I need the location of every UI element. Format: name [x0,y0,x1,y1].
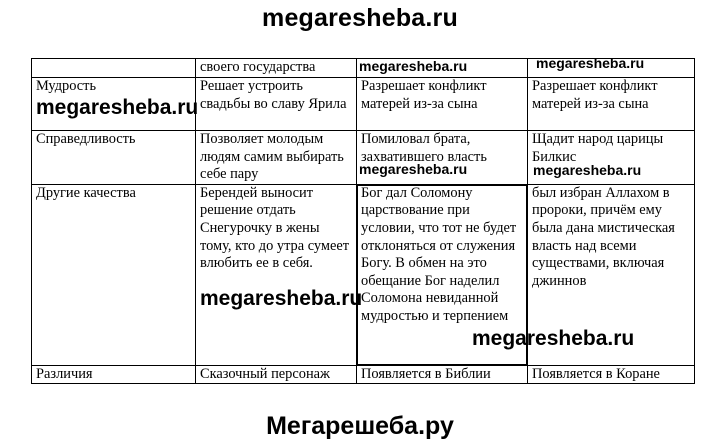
cell-bible: Бог дал Соломону царствование при условии, что тот не будет отклоняться от служения Богу. В обмен на это обещание Бог наделил Соломона невиданной мудростью и терпением [357,184,528,365]
row-label: Различия [32,365,196,384]
header-watermark: megaresheba.ru [262,4,458,32]
watermark-overlay: megaresheba.ru [200,287,363,310]
row-label: Мудрость [32,78,196,131]
footer-watermark: Мегарешеба.ру [266,412,454,440]
row-label [32,59,196,78]
cell-koran: Появляется в Коране [528,365,695,384]
watermark-overlay: megaresheba.ru [359,161,468,177]
cell-snegurochka: Решает устроить свадьбы во славу Ярила [196,78,357,131]
watermark-overlay: megaresheba.ru [472,327,635,350]
cell-bible: Появляется в Библии [357,365,528,384]
watermark-overlay: megaresheba.ru [533,162,642,178]
cell-snegurochka: Берендей выносит решение отдать Снегурочку в жены тому, кто до утра сумеет влюбить ее в себя. [196,184,357,365]
row-label: Справедливость [32,131,196,185]
cell-bible: Помиловал брата, захватившего власть [357,131,528,185]
cell-koran: Разрешает конфликт матерей из-за сына [528,78,695,131]
watermark-overlay: megaresheba.ru [359,58,468,74]
table-row [32,365,695,384]
watermark-overlay: megaresheba.ru [36,96,199,119]
cell-snegurochka: своего государства [196,59,357,78]
cell-snegurochka: Сказочный персонаж [196,365,357,384]
cell-koran: Щадит народ царицы Билкис [528,131,695,185]
row-label: Другие качества [32,184,196,365]
watermark-overlay: megaresheba.ru [536,55,645,71]
cell-koran: был избран Аллахом в пророки, причём ему была дана мистическая власть над всеми существами, включая джиннов [528,184,695,365]
cell-bible: Разрешает конфликт матерей из-за сына [357,78,528,131]
cell-snegurochka: Позволяет молодым людям самим выбирать себе пару [196,131,357,185]
